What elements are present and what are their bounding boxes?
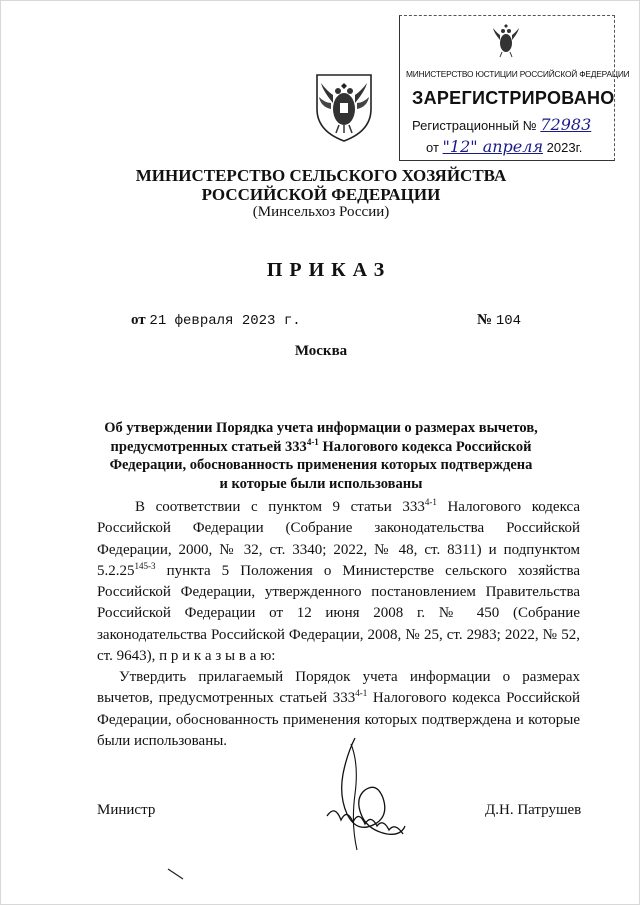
registration-stamp [399,15,630,161]
p1-sup-1: 4-1 [424,497,437,507]
order-number-value: 104 [495,313,522,329]
coat-of-arms-icon [309,69,379,143]
order-date-value: 21 февраля 2023 г. [149,313,301,329]
subject-line-2-b: Налогового кодекса Российской [318,438,532,455]
subject-line-2 [1,438,640,457]
city: Москва [294,343,348,359]
subject-line-4: и которые были использованы [219,475,423,492]
stamp-registered: ЗАРЕГИСТРИРОВАНО [412,88,615,108]
order-number [477,312,521,329]
p1-a: В соответствии с пунктом 9 статьи 333 [135,499,425,515]
order-subject [1,419,640,493]
subject-line-3: Федерации, обоснованность применения которых подтверждена [109,457,533,473]
order-number-label: № [477,312,493,328]
p1-sup-2: 145-3 [134,560,156,571]
stamp-emblem-icon [489,22,523,60]
stamp-ministry: МИНИСТЕРСТВО ЮСТИЦИИ РОССИЙСКОЙ ФЕДЕРАЦИИ [406,69,630,79]
stamp-date-handwritten: "12" апреля [442,137,544,156]
order-date-label: от [131,312,146,328]
order-date [131,312,301,329]
signatory-position: Министр [97,802,156,818]
subject-line-2-a: предусмотренных статьей 333 [110,438,307,455]
ministry-name [1,166,640,204]
ministry-line-1: МИНИСТЕРСТВО СЕЛЬСКОГО ХОЗЯЙСТВА [135,166,507,185]
p2-b: Налогового кодекса Российской Федерации, обоснованность применения которых подтверждена и которые были использованы. [97,690,580,749]
pen-mark-icon [167,867,185,881]
ministry-short-name: (Минсельхоз России) [252,204,390,220]
p1-order-word: п р и к а з ы в а ю: [159,648,276,665]
stamp-date-prefix: от [426,140,439,155]
stamp-date-line [426,137,582,156]
subject-line-2-sup: 4-1 [306,436,319,447]
p1-b: Налогового кодекса Российской Федерации (Собрание законодательства Российской Федерации, 2000, № 32, ст. 3340; 2022, № 48, ст. 8311) и подпунктом 5.2.25 [97,499,580,579]
handwritten-signature-icon [317,734,409,854]
order-title: ПРИКАЗ [266,259,392,281]
p1-c: пункта 5 Положения о Министерстве сельского хозяйства Российской Федерации, утвержденного постановлением Правительства Российской Федерации от 12 июня 2008 г. № 450 (Собрание законодательства Российской Федерации, 2008, № 25, ст. 2983; 2022, № 52, ст. 9643), [97,562,580,665]
paragraph-basis [97,497,580,667]
stamp-date-year: 2023г. [546,140,583,155]
subject-line-1: Об утверждении Порядка учета информации о размерах вычетов, [104,420,538,436]
stamp-reg-label: Регистрационный № [412,118,537,133]
stamp-reg-number: 72983 [540,115,592,134]
stamp-reg-number-line [412,115,591,134]
ministry-line-2: РОССИЙСКОЙ ФЕДЕРАЦИИ [201,185,441,204]
p2-a: Утвердить прилагаемый Порядок учета информации о размерах вычетов, предусмотренных статьей 333 [97,669,580,707]
p2-sup: 4-1 [355,688,368,699]
signatory-name: Д.Н. Патрушев [485,802,582,818]
